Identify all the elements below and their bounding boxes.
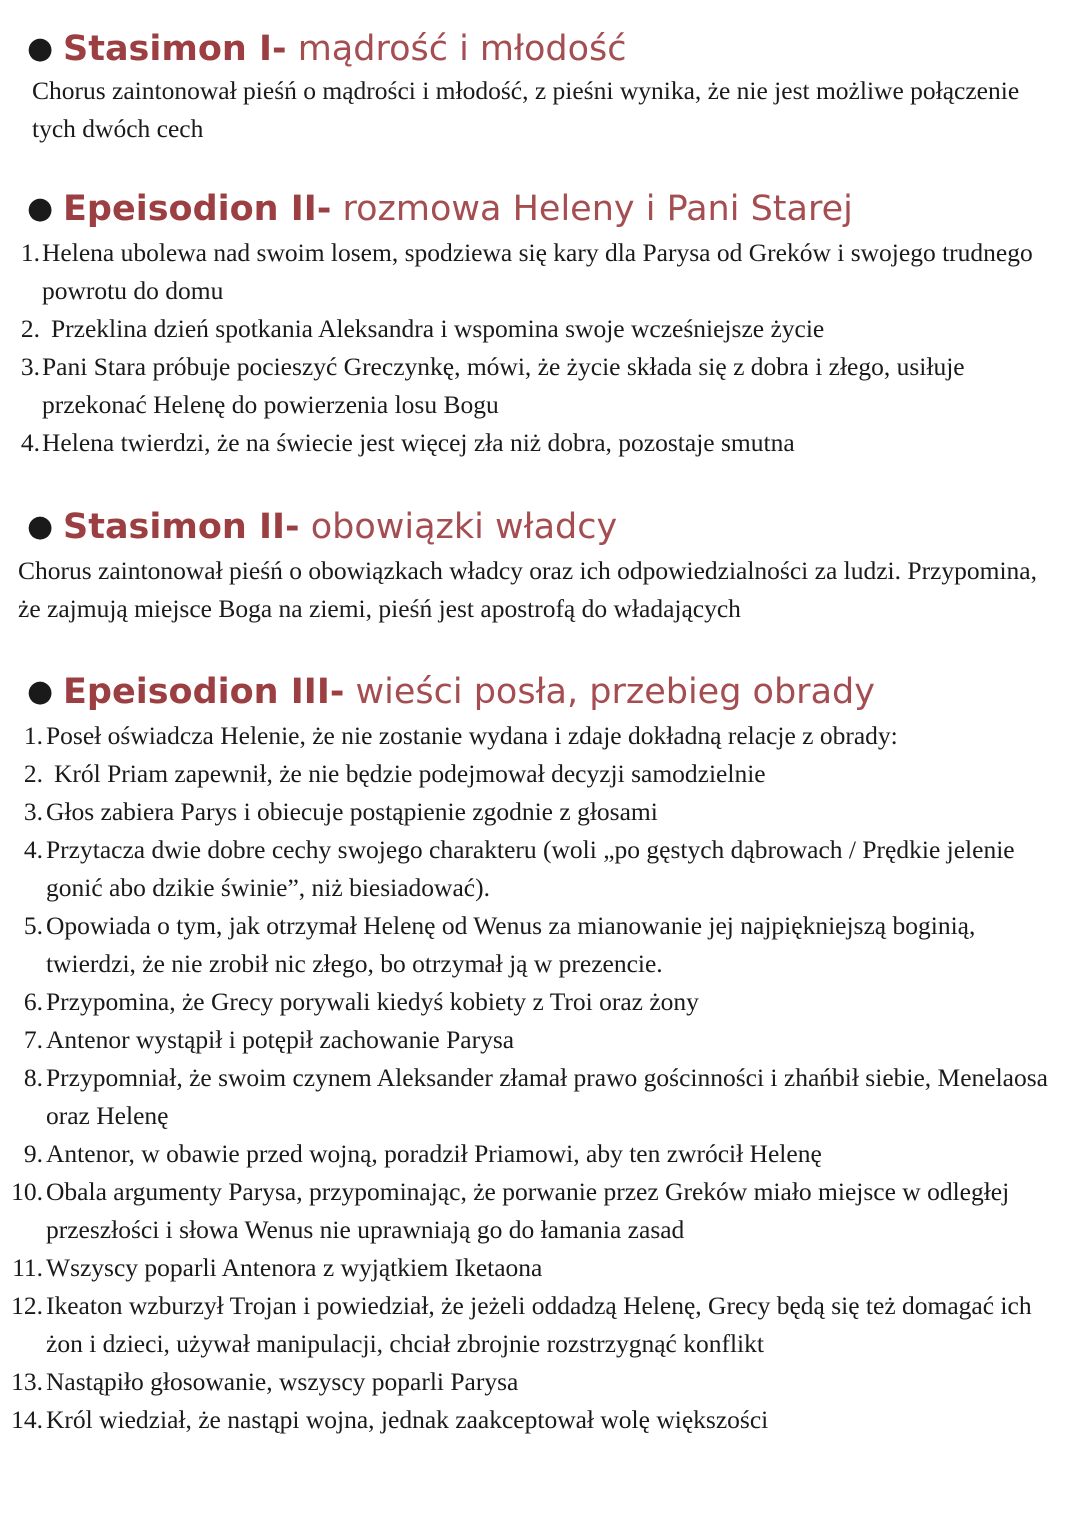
list-item bbox=[0, 831, 1080, 907]
list-item-number: 4. bbox=[20, 428, 40, 457]
heading-title: Epeisodion II- rozmowa Heleny i Pani Starej bbox=[63, 189, 853, 229]
list-item bbox=[0, 348, 1080, 424]
list-item-number: 2. bbox=[20, 314, 40, 343]
heading-subtitle: rozmowa Heleny i Pani Starej bbox=[331, 189, 853, 229]
heading-subtitle: wieści posła, przebieg obrady bbox=[344, 672, 875, 712]
bullet-icon: ● bbox=[27, 191, 54, 226]
list-item-text: Ikeaton wzburzył Trojan i powiedział, że jeżeli oddadzą Helenę, Grecy będą się też domagać ich żon i dzieci, używał manipulacji, chciał zbrojnie rozstrzygnąć konflikt bbox=[46, 1291, 1032, 1358]
list-item-number: 7. bbox=[23, 1025, 43, 1054]
section-heading bbox=[0, 670, 1080, 714]
list-item-number: 9. bbox=[23, 1139, 43, 1168]
list-item-text: Przeklina dzień spotkania Aleksandra i wspomina swoje wcześniejsze życie bbox=[51, 314, 825, 343]
list-item-text: Helena ubolewa nad swoim losem, spodziewa się kary dla Parysa od Greków i swojego trudnego powrotu do domu bbox=[42, 238, 1033, 305]
list-item bbox=[0, 1249, 1080, 1287]
section-heading bbox=[0, 505, 1080, 549]
list-item-text: Antenor wystąpił i potępił zachowanie Parysa bbox=[46, 1025, 515, 1054]
list-item bbox=[0, 1021, 1080, 1059]
numbered-list bbox=[0, 717, 1080, 1439]
list-item bbox=[0, 793, 1080, 831]
list-item bbox=[0, 1363, 1080, 1401]
section-stasimon-1 bbox=[0, 27, 1080, 148]
list-item-text: Helena twierdzi, że na świecie jest więcej zła niż dobra, pozostaje smutna bbox=[42, 428, 795, 457]
list-item bbox=[0, 1401, 1080, 1439]
list-item bbox=[0, 755, 1080, 793]
list-item-number: 1. bbox=[23, 721, 43, 750]
heading-title: Stasimon II- obowiązki władcy bbox=[63, 507, 618, 547]
list-item-number: 14. bbox=[11, 1405, 43, 1434]
numbered-list bbox=[0, 234, 1080, 462]
list-item-text: Przypomniał, że swoim czynem Aleksander złamał prawo gościnności i zhańbił siebie, Menelaosa oraz Helenę bbox=[46, 1063, 1048, 1130]
heading-subtitle: obowiązki władcy bbox=[299, 507, 618, 547]
list-item-number: 6. bbox=[23, 987, 43, 1016]
list-item-text: Pani Stara próbuje pocieszyć Greczynkę, mówi, że życie składa się z dobra i złego, usiłuje przekonać Helenę do powierzenia losu Bogu bbox=[42, 352, 965, 419]
list-item-number: 11. bbox=[12, 1253, 43, 1282]
section-paragraph: Chorus zaintonował pieśń o obowiązkach władcy oraz ich odpowiedzialności za ludzi. Przypomina, że zajmują miejsce Boga na ziemi, pieśń jest apostrofą do władających bbox=[18, 556, 1037, 623]
list-item-text: Obala argumenty Parysa, przypominając, że porwanie przez Greków miało miejsce w odległej przeszłości i słowa Wenus nie uprawniają go do łamania zasad bbox=[46, 1177, 1010, 1244]
list-item bbox=[0, 424, 1080, 462]
list-item-number: 10. bbox=[11, 1177, 43, 1206]
list-item bbox=[0, 1135, 1080, 1173]
list-item-text: Przypomina, że Grecy porywali kiedyś kobiety z Troi oraz żony bbox=[46, 987, 699, 1016]
list-item-text: Przytacza dwie dobre cechy swojego charakteru (woli „po gęstych dąbrowach / Prędkie jelenie gonić abo dzikie świnie”, niż biesiadować). bbox=[46, 835, 1015, 902]
list-item-text: Antenor, w obawie przed wojną, poradził Priamowi, aby ten zwrócił Helenę bbox=[46, 1139, 822, 1168]
bullet-icon: ● bbox=[27, 674, 54, 709]
list-item-number: 8. bbox=[23, 1063, 43, 1092]
heading-title: Epeisodion III- wieści posła, przebieg obrady bbox=[63, 672, 875, 712]
list-item-number: 2. bbox=[23, 759, 43, 788]
list-item-number: 13. bbox=[11, 1367, 43, 1396]
bullet-icon: ● bbox=[27, 509, 54, 544]
section-epeisodion-3 bbox=[0, 670, 1080, 1439]
list-item bbox=[0, 310, 1080, 348]
list-item bbox=[0, 983, 1080, 1021]
list-item-text: Król wiedział, że nastąpi wojna, jednak zaakceptował wolę większości bbox=[46, 1405, 769, 1434]
bullet-icon: ● bbox=[27, 31, 54, 66]
list-item-text: Opowiada o tym, jak otrzymał Helenę od Wenus za mianowanie jej najpiękniejszą boginią, twierdzi, że nie zrobił nic złego, bo otrzymał ją w prezencie. bbox=[46, 911, 976, 978]
section-paragraph: Chorus zaintonował pieśń o mądrości i młodość, z pieśni wynika, że nie jest możliwe połączenie tych dwóch cech bbox=[32, 76, 1020, 143]
list-item-number: 5. bbox=[23, 911, 43, 940]
list-item-number: 3. bbox=[20, 352, 40, 381]
list-item bbox=[0, 717, 1080, 755]
list-item-text: Król Priam zapewnił, że nie będzie podejmował decyzji samodzielnie bbox=[54, 759, 766, 788]
list-item bbox=[0, 234, 1080, 310]
section-heading bbox=[0, 187, 1080, 231]
list-item-text: Nastąpiło głosowanie, wszyscy poparli Parysa bbox=[46, 1367, 519, 1396]
list-item bbox=[0, 1173, 1080, 1249]
heading-subtitle: mądrość i młodość bbox=[286, 29, 627, 69]
list-item-number: 12. bbox=[11, 1291, 43, 1320]
section-epeisodion-2 bbox=[0, 187, 1080, 462]
list-item-number: 3. bbox=[23, 797, 43, 826]
list-item bbox=[0, 1287, 1080, 1363]
section-heading bbox=[0, 27, 1080, 71]
list-item-number: 1. bbox=[20, 238, 40, 267]
heading-title: Stasimon I- mądrość i młodość bbox=[63, 29, 627, 69]
list-item-number: 4. bbox=[23, 835, 43, 864]
list-item-text: Wszyscy poparli Antenora z wyjątkiem Iketaona bbox=[46, 1253, 543, 1282]
list-item bbox=[0, 907, 1080, 983]
list-item bbox=[0, 1059, 1080, 1135]
list-item-text: Poseł oświadcza Helenie, że nie zostanie wydana i zdaje dokładną relacje z obrady: bbox=[46, 721, 898, 750]
list-item-text: Głos zabiera Parys i obiecuje postąpienie zgodnie z głosami bbox=[46, 797, 658, 826]
section-stasimon-2 bbox=[0, 505, 1080, 628]
